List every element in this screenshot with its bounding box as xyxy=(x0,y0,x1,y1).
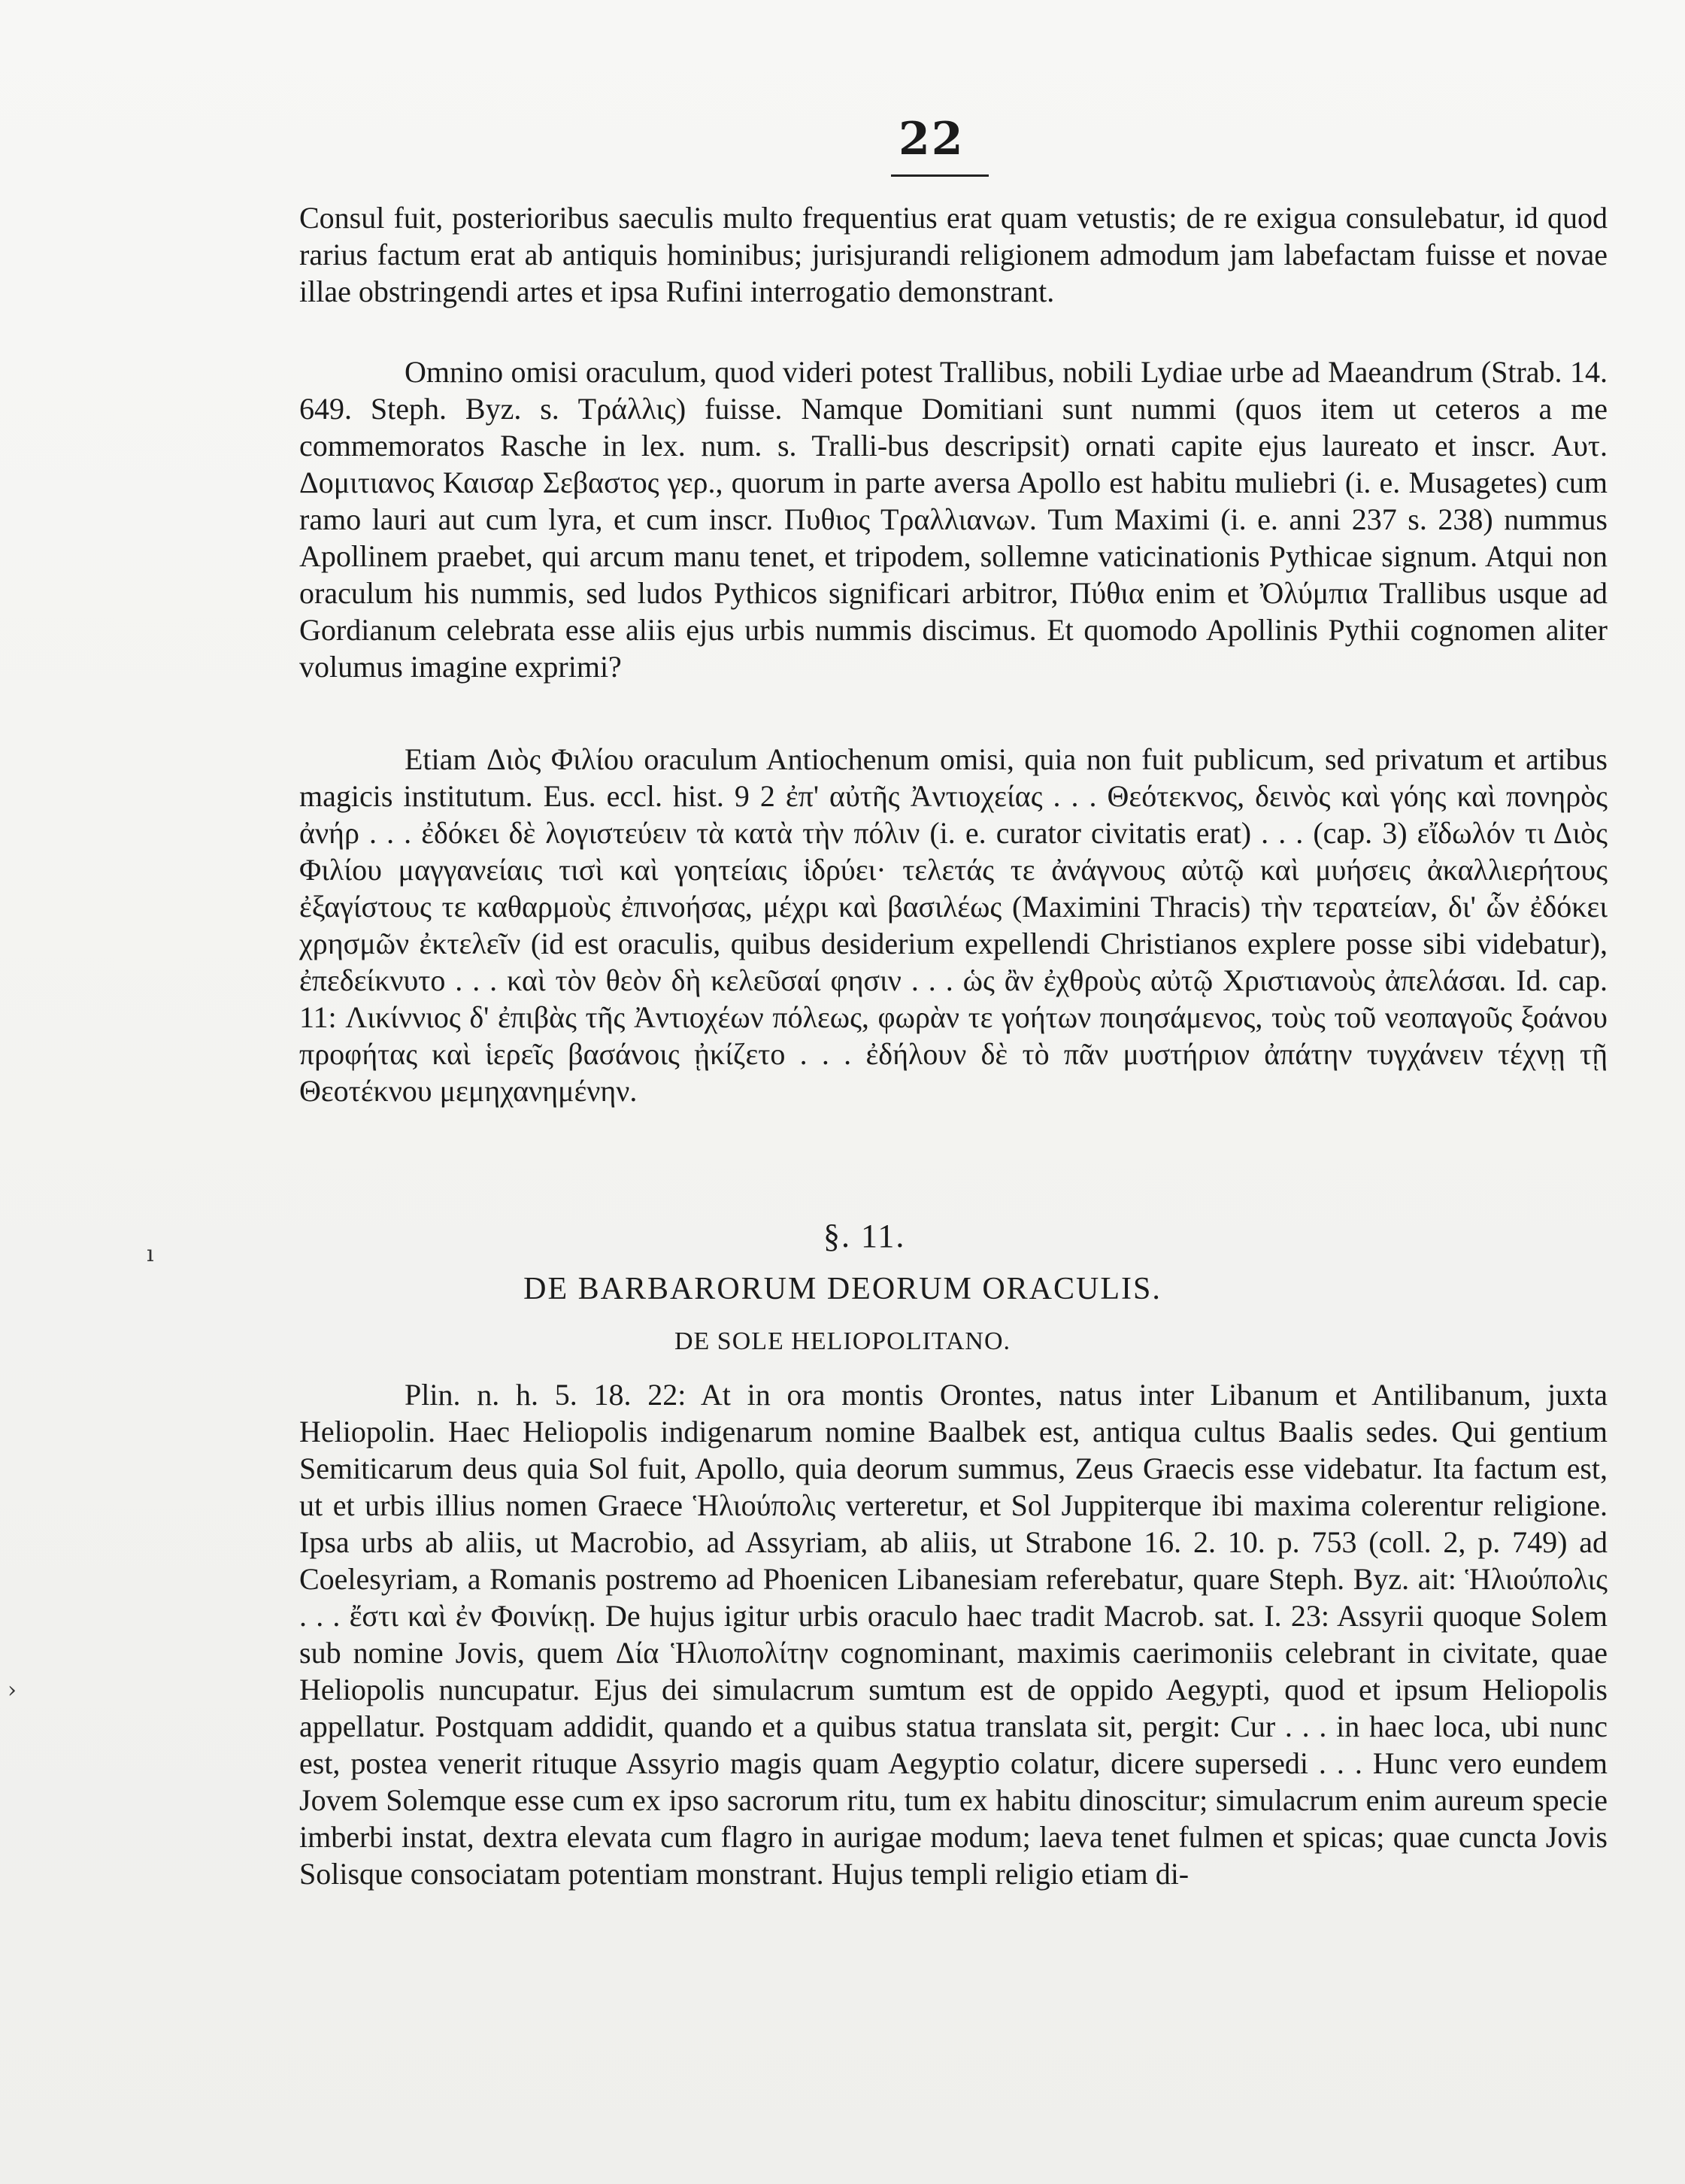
section-subtitle: DE SOLE HELIOPOLITANO. xyxy=(674,1327,1011,1355)
margin-speck: › xyxy=(8,1677,17,1703)
page-number-rule xyxy=(891,174,989,177)
paragraph-consul xyxy=(299,199,1608,310)
paragraph-text: Omnino omisi oraculum, quod videri potest Trallibus, nobili Lydiae urbe ad Maeandrum (Strab. 14. 649. Steph. Byz. s. Τράλλις) fuisse. Namque Domitiani sunt nummi (quos item ut ceteros a me commemoratos Rasche in lex. num. s. Tralli-bus descripsit) ornati capite ejus laureato et inscr. Αυτ. Δομιτιανος Καισαρ Σεβαστος γερ., quorum in parte aversa Apollo est habitu muliebri (i. e. Musagetes) cum ramo lauri aut cum lyra, et cum inscr. Πυθιος Τραλλιανων. Tum Maximi (i. e. anni 237 s. 238) nummus Apollinem praebet, qui arcum manu tenet, et tripodem, sollemne vaticinationis Pythicae signum. Atqui non oraculum his nummis, sed ludos Pythicos significari arbitror, Πύθια enim et Ὀλύμπια Trallibus usque ad Gordianum celebrata esse aliis ejus urbis nummis discimus. Et quomodo Apollinis Pythii cognomen aliter volumus imagine exprimi? xyxy=(299,355,1608,684)
paragraph-text: Plin. n. h. 5. 18. 22: At in ora montis Orontes, natus inter Libanum et Antilibanum, juxta Heliopolin. Haec Heliopolis indigenarum nomine Baalbek est, antiqua cultus Baalis sedes. Qui gentium Semiticarum deus quia Sol fuit, Apollo, quia deorum summus, Zeus Graecis esse videbatur. Ita factum est, ut et urbis illius nomen Graece Ἡλιούπολις verteretur, et Sol Juppiterque ibi maxima colerentur religione. Ipsa urbs ab aliis, ut Macrobio, ad Assyriam, ab aliis, ut Strabone 16. 2. 10. p. 753 (coll. 2, p. 749) ad Coelesyriam, a Romanis postremo ad Phoenicen Libanesiam referebatur, quare Steph. Byz. ait: Ἡλιούπολις . . . ἔστι καὶ ἐν Φοινίκῃ. De hujus igitur urbis oraculo haec tradit Macrob. sat. I. 23: Assyrii quoque Solem sub nomine Jovis, quem Δία Ἡλιοπολίτην cognominant, maximis caerimoniis celebrant in civitate, quae Heliopolis nuncupatur. Ejus dei simulacrum sumtum est de oppido Aegypti, quod et ipsum Heliopolis appellatur. Postquam addidit, quando et a quibus statua translata sit, pergit: Cur . . . in haec loca, ubi nunc est, postea venerit rituque Assyrio magis quam Aegyptio colatur, dicere supersedi . . . Hunc vero eundem Jovem Solemque esse cum ex ipso sacrorum ritu, tum ex habitu dinoscitur; simulacrum enim aureum specie imberbi instat, dextra elevata cum flagro in aurigae modum; laeva tenet fulmen et spicas; quae cuncta Jovis Solisque consociatam potentiam monstrant. Hujus templi religio etiam di- xyxy=(299,1378,1608,1891)
paragraph-text: Consul fuit, posterioribus saeculis multo frequentius erat quam vetustis; de re exigua consulebatur, id quod rarius factum erat ab antiquis hominibus; jurisjurandi religionem admodum jam labefactam fuisse et novae illae obstringendi artes et ipsa Rufini interrogatio demonstrant. xyxy=(299,201,1608,308)
section-title: DE BARBARORUM DEORUM ORACULIS. xyxy=(523,1272,1162,1306)
paragraph-antioch-oracle xyxy=(299,741,1608,1109)
paragraph-text: Etiam Διὸς Φιλίου oraculum Antiochenum omisi, quia non fuit publicum, sed privatum et artibus magicis institutum. Eus. eccl. hist. 9 2 ἐπ' αὐτῆς Ἀντιοχείας . . . Θεότεκνος, δεινὸς καὶ γόης καὶ πονηρὸς ἀνήρ . . . ἐδόκει δὲ λογιστεύειν τὰ κατὰ τὴν πόλιν (i. e. curator civitatis erat) . . . (cap. 3) εἴδωλόν τι Διὸς Φιλίου μαγγανείαις τισὶ καὶ γοητείαις ἱδρύει· τελετάς τε ἀνάγνους αὐτῷ καὶ μυήσεις ἀκαλλιερήτους ἐξαγίστους τε καθαρμοὺς ἐπινοήσας, μέχρι καὶ βασιλέως (Maximini Thracis) τὴν τερατείαν, δι' ὧν ἐδόκει χρησμῶν ἐκτελεῖν (id est oraculis, quibus desiderium expellendi Christianos explere posse sibi videbatur), ἐπεδείκνυτο . . . καὶ τὸν θεὸν δὴ κελεῦσαί φησιν . . . ὡς ἂν ἐχθροὺς αὐτῷ Χριστιανοὺς ἀπελάσαι. Id. cap. 11: Λικίννιος δ' ἐπιβὰς τῆς Ἀντιοχέων πόλεως, φωρὰν τε γοήτων ποιησάμενος, τοὺς τοῦ νεοπαγοῦς ξοάνου προφήτας καὶ ἱερεῖς βασάνοις ᾐκίζετο . . . ἐδήλουν δὲ τὸ πᾶν μυστήριον ἀπάτην τυγχάνειν τέχνῃ τῇ Θεοτέκνου μεμηχανημένην. xyxy=(299,742,1608,1108)
paragraph-heliopolis xyxy=(299,1376,1608,1892)
margin-speck: ı xyxy=(147,1241,154,1267)
page-number: 22 xyxy=(899,113,965,165)
section-number: §. 11. xyxy=(823,1218,906,1254)
paragraph-tralles-oracle xyxy=(299,353,1608,685)
